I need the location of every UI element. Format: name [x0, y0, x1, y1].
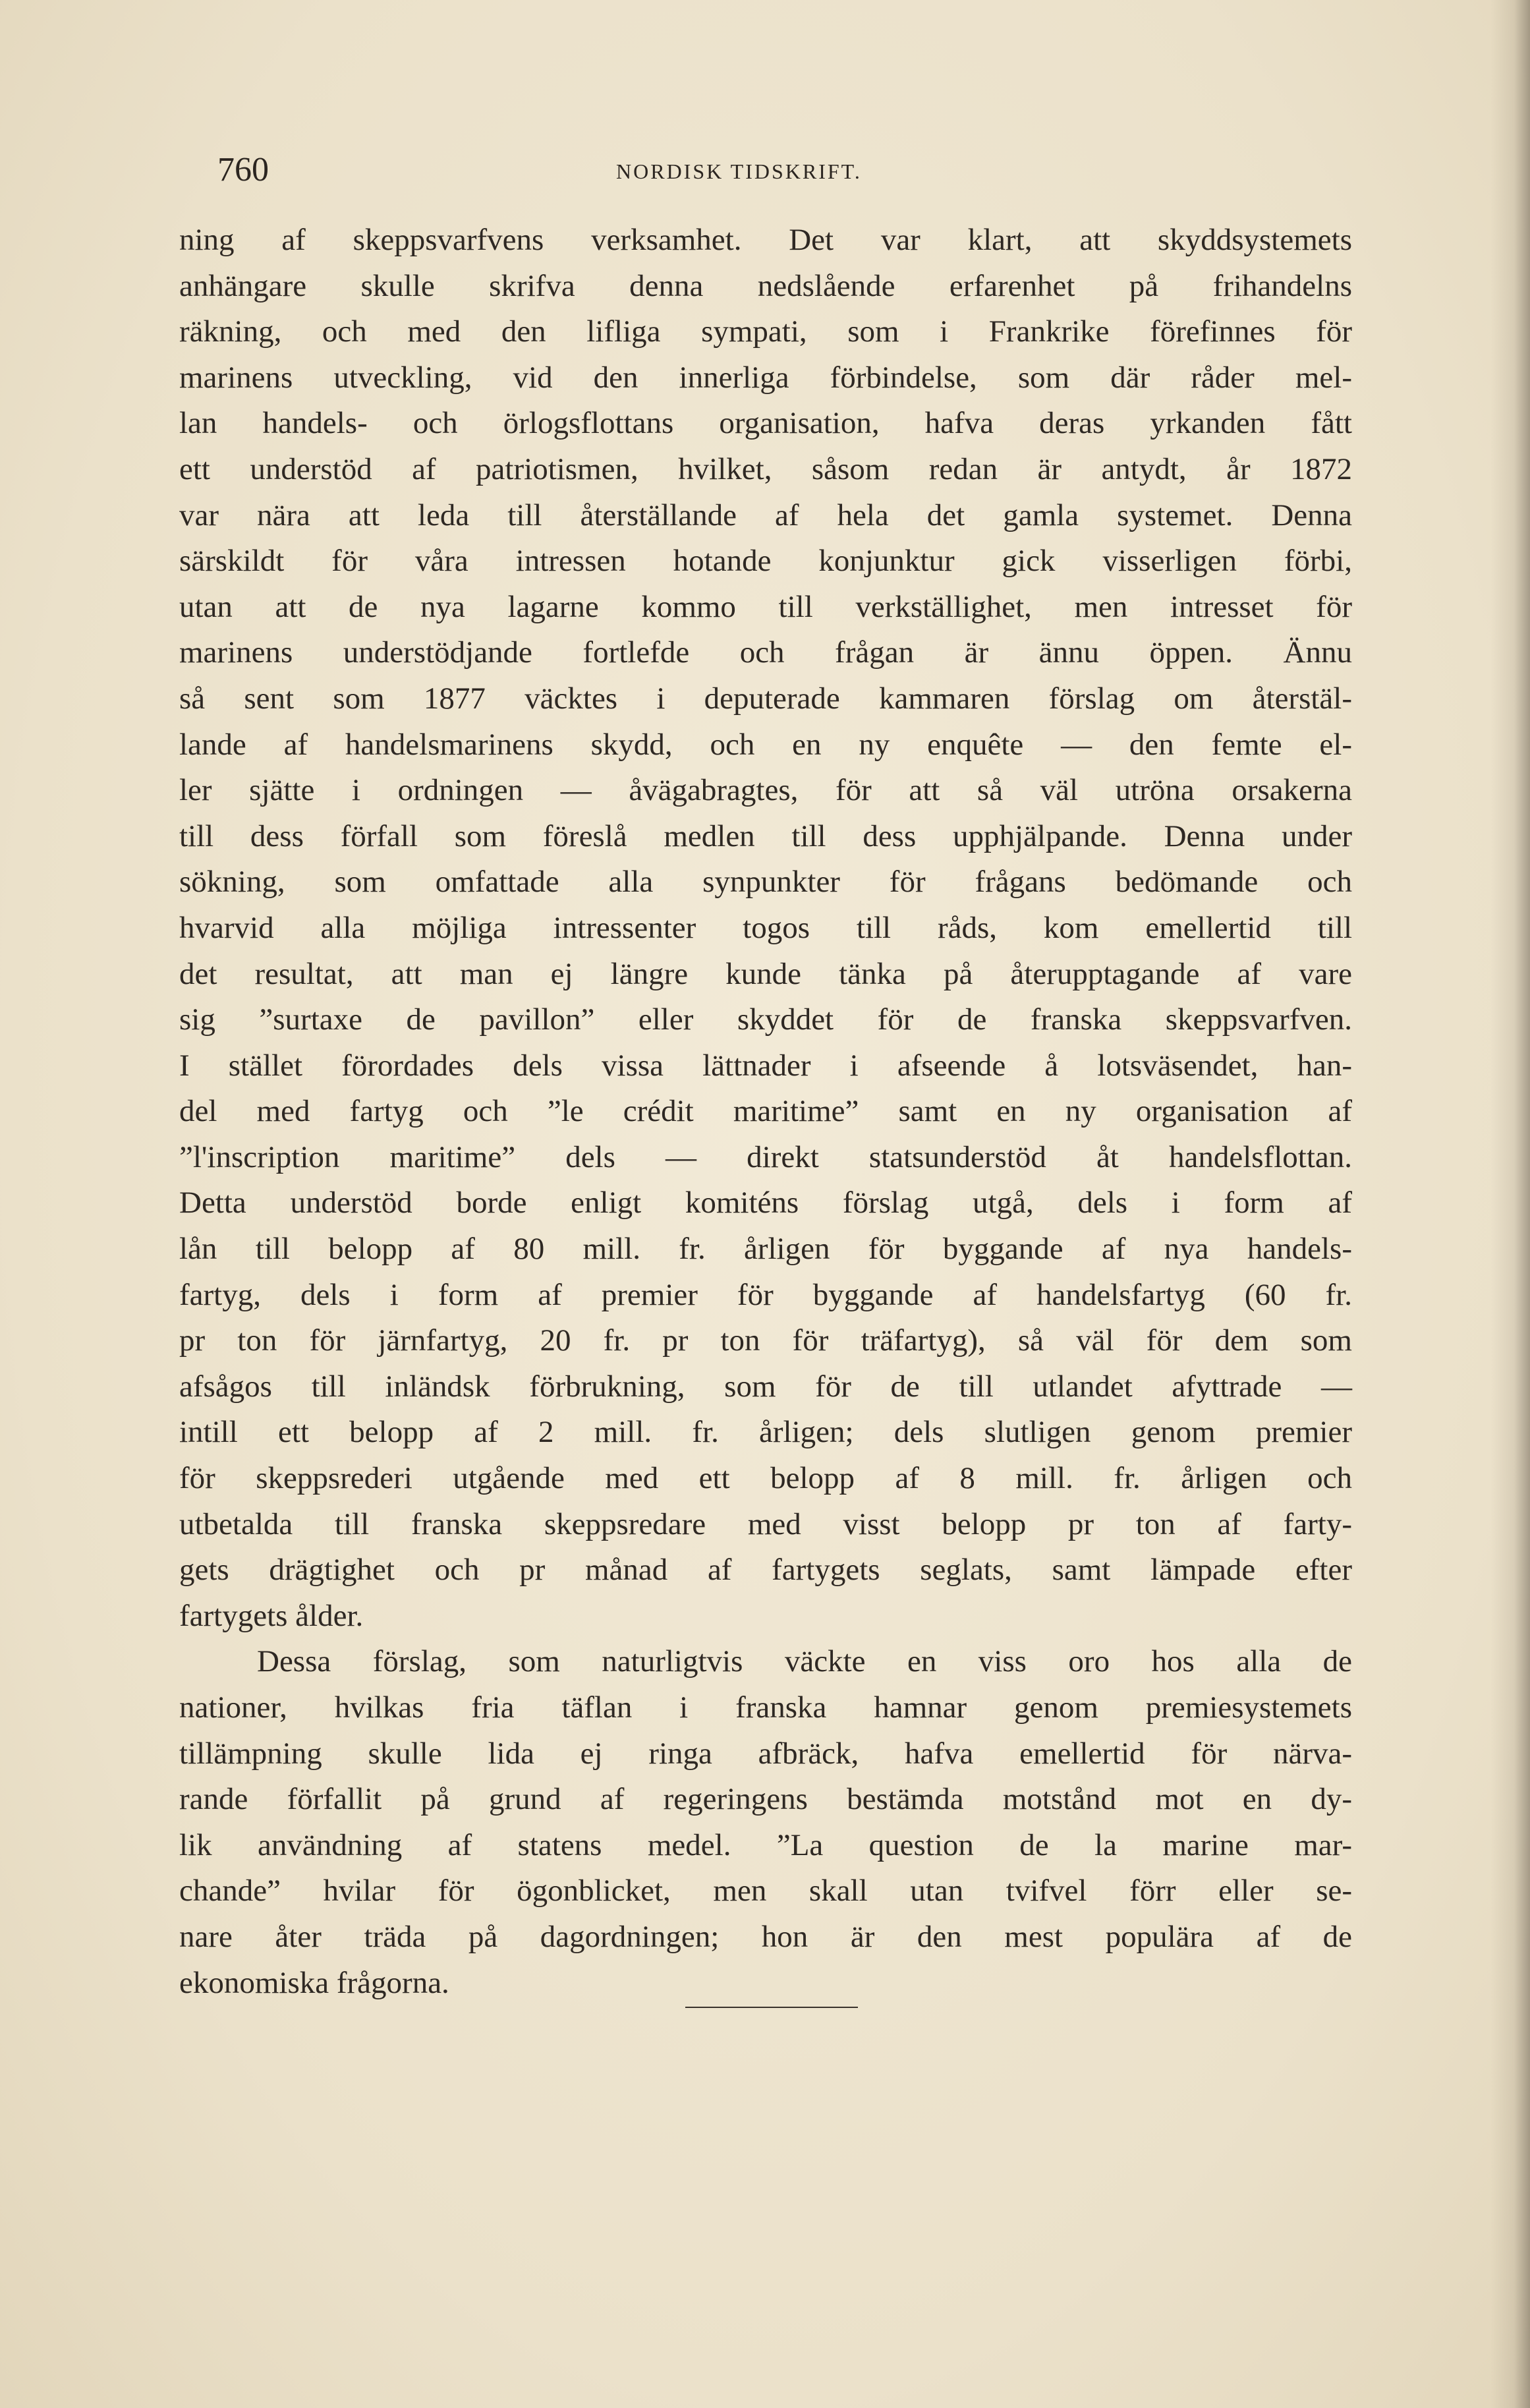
text-line: till dess förfall som föreslå medlen till dess upphjälpande. Denna under: [179, 818, 1352, 853]
paragraph: [179, 217, 1352, 1639]
running-head: NORDISK TIDSKRIFT.: [616, 159, 862, 183]
text-line: intill ett belopp af 2 mill. fr. årligen; dels slutligen genom premier: [179, 1415, 1352, 1450]
text-line: ler sjätte i ordningen — åvägabragtes, för att så väl utröna orsakerna: [179, 773, 1352, 808]
page-number: 760: [217, 151, 269, 188]
text-line: pr ton för järnfartyg, 20 fr. pr ton för träfartyg), så väl för dem som: [179, 1323, 1352, 1358]
text-line: tillämpning skulle lida ej ringa afbräck, hafva emellertid för närva-: [179, 1736, 1352, 1771]
text-line: marinens utveckling, vid den innerliga förbindelse, som där råder mel-: [179, 360, 1352, 395]
end-rule: [685, 2007, 858, 2008]
text-line: så sent som 1877 väcktes i deputerade kammaren förslag om återstäl-: [179, 681, 1352, 716]
text-line: lik användning af statens medel. ”La question de la marine mar-: [179, 1827, 1352, 1862]
text-line: lan handels- och örlogsflottans organisation, hafva deras yrkanden fått: [179, 406, 1352, 441]
text-line: räkning, och med den lifliga sympati, som i Frankrike förefinnes för: [179, 314, 1352, 349]
text-line: fartyg, dels i form af premier för byggande af handelsfartyg (60 fr.: [179, 1277, 1352, 1312]
text-line: var nära att leda till återställande af hela det gamla systemet. Denna: [179, 498, 1352, 532]
text-line: ekonomiska frågorna.: [179, 1965, 449, 2000]
text-line: lån till belopp af 80 mill. fr. årligen för byggande af nya handels-: [179, 1232, 1352, 1267]
text-line: lande af handelsmarinens skydd, och en ny enquête — den femte el-: [179, 727, 1352, 762]
text-line: sig ”surtaxe de pavillon” eller skyddet för de franska skeppsvarfven.: [179, 1002, 1352, 1037]
page-header: [217, 145, 1357, 198]
text-line: marinens understödjande fortlefde och frågan är ännu öppen. Ännu: [179, 635, 1352, 670]
text-line: särskildt för våra intressen hotande konjunktur gick visserligen förbi,: [179, 544, 1352, 579]
text-line: det resultat, att man ej längre kunde tänka på återupptagande af vare: [179, 956, 1352, 991]
text-line: fartygets ålder.: [179, 1598, 364, 1633]
text-line: ett understöd af patriotismen, hvilket, såsom redan är antydt, år 1872: [179, 451, 1352, 486]
body-text: [179, 217, 1352, 2006]
text-line: sökning, som omfattade alla synpunkter för frågans bedömande och: [179, 865, 1352, 900]
text-line: hvarvid alla möjliga intressenter togos till råds, kom emellertid till: [179, 910, 1352, 945]
text-line: utbetalda till franska skeppsredare med visst belopp pr ton af farty-: [179, 1506, 1352, 1541]
text-line: I stället förordades dels vissa lättnader i afseende å lotsväsendet, han-: [179, 1048, 1352, 1083]
text-line: chande” hvilar för ögonblicket, men skall utan tvifvel förr eller se-: [179, 1874, 1352, 1908]
text-line: Detta understöd borde enligt komiténs förslag utgå, dels i form af: [179, 1186, 1352, 1220]
paragraph: [179, 1639, 1352, 2006]
binding-shadow: [1490, 0, 1530, 2408]
text-line: nationer, hvilkas fria täflan i franska hamnar genom premiesystemets: [179, 1690, 1352, 1725]
text-line: afsågos till inländsk förbrukning, som för de till utlandet afyttrade —: [179, 1369, 1352, 1404]
text-line: gets drägtighet och pr månad af fartygets seglats, samt lämpade efter: [179, 1553, 1352, 1588]
text-line: för skeppsrederi utgående med ett belopp af 8 mill. fr. årligen och: [179, 1461, 1352, 1496]
text-line: ning af skeppsvarfvens verksamhet. Det var klart, att skyddsystemets: [179, 223, 1352, 257]
text-line: anhängare skulle skrifva denna nedslående erfarenhet på frihandelns: [179, 268, 1352, 303]
text-line: rande förfallit på grund af regeringens bestämda motstånd mot en dy-: [179, 1782, 1352, 1817]
text-line: del med fartyg och ”le crédit maritime” samt en ny organisation af: [179, 1094, 1352, 1129]
text-line: utan att de nya lagarne kommo till verkställighet, men intresset för: [179, 589, 1352, 624]
text-line: nare åter träda på dagordningen; hon är den mest populära af de: [179, 1919, 1352, 1954]
text-line: ”l'inscription maritime” dels — direkt statsunderstöd åt handelsflottan.: [179, 1139, 1352, 1174]
text-line: Dessa förslag, som naturligtvis väckte en viss oro hos alla de: [257, 1644, 1352, 1679]
